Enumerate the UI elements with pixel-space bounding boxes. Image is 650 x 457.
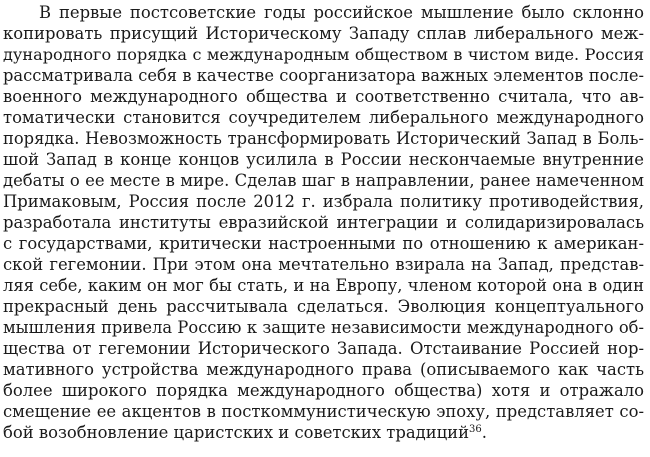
text-line: рассматривала себя в качестве соорганизатора важных элементов после- bbox=[3, 66, 644, 85]
text-line: В первые постсоветские годы российское мышление было склонно bbox=[39, 3, 644, 22]
text-line: с государствами, критически настроенными по отношению к американ- bbox=[3, 234, 644, 253]
document-page bbox=[3, 2, 644, 443]
text-line: мышления привела Россию к защите независимости международного об- bbox=[3, 318, 644, 337]
body-paragraph bbox=[3, 2, 644, 443]
text-line: ской гегемонии. При этом она мечтательно взирала на Запад, представ- bbox=[3, 255, 644, 274]
text-line: разработала институты евразийской интеграции и солидаризировалась bbox=[3, 213, 644, 232]
text-line-last bbox=[3, 422, 644, 443]
text-line: щества от гегемонии Исторического Запада. Отстаивание Россией нор- bbox=[3, 339, 644, 358]
text-line: мативного устройства международного права (описываемого как часть bbox=[3, 360, 644, 379]
text-line: военного международного общества и соответственно считала, что ав- bbox=[3, 87, 644, 106]
text-line: порядка. Невозможность трансформировать Исторический Запад в Боль- bbox=[3, 129, 644, 148]
text-line: томатически становится соучредителем либерального международного bbox=[3, 108, 644, 127]
text-line: смещение ее акцентов в посткоммунистическую эпоху, представляет со- bbox=[3, 402, 644, 421]
text-line: прекрасный день рассчитывала сделаться. Эволюция концептуального bbox=[3, 297, 644, 316]
text-line: Примаковым, Россия после 2012 г. избрала политику противодействия, bbox=[3, 192, 644, 211]
text-line: дебаты о ее месте в мире. Сделав шаг в направлении, ранее намеченном bbox=[3, 171, 644, 190]
text-line: ляя себе, каким он мог бы стать, и на Европу, членом которой она в один bbox=[3, 276, 644, 295]
text-line: дународного порядка с международным обществом в чистом виде. Россия bbox=[3, 45, 644, 64]
sentence-end: . bbox=[481, 423, 487, 442]
text-line: шой Запад в конце концов усилила в России нескончаемые внутренние bbox=[3, 150, 644, 169]
last-line-text: бой возобновление царистских и советских традиций bbox=[3, 423, 470, 442]
text-line: копировать присущий Историческому Западу сплав либерального меж- bbox=[3, 24, 644, 43]
text-line: более широкого порядка международного общества) хотя и отражало bbox=[3, 381, 644, 400]
footnote-reference[interactable]: 36 bbox=[469, 424, 482, 435]
